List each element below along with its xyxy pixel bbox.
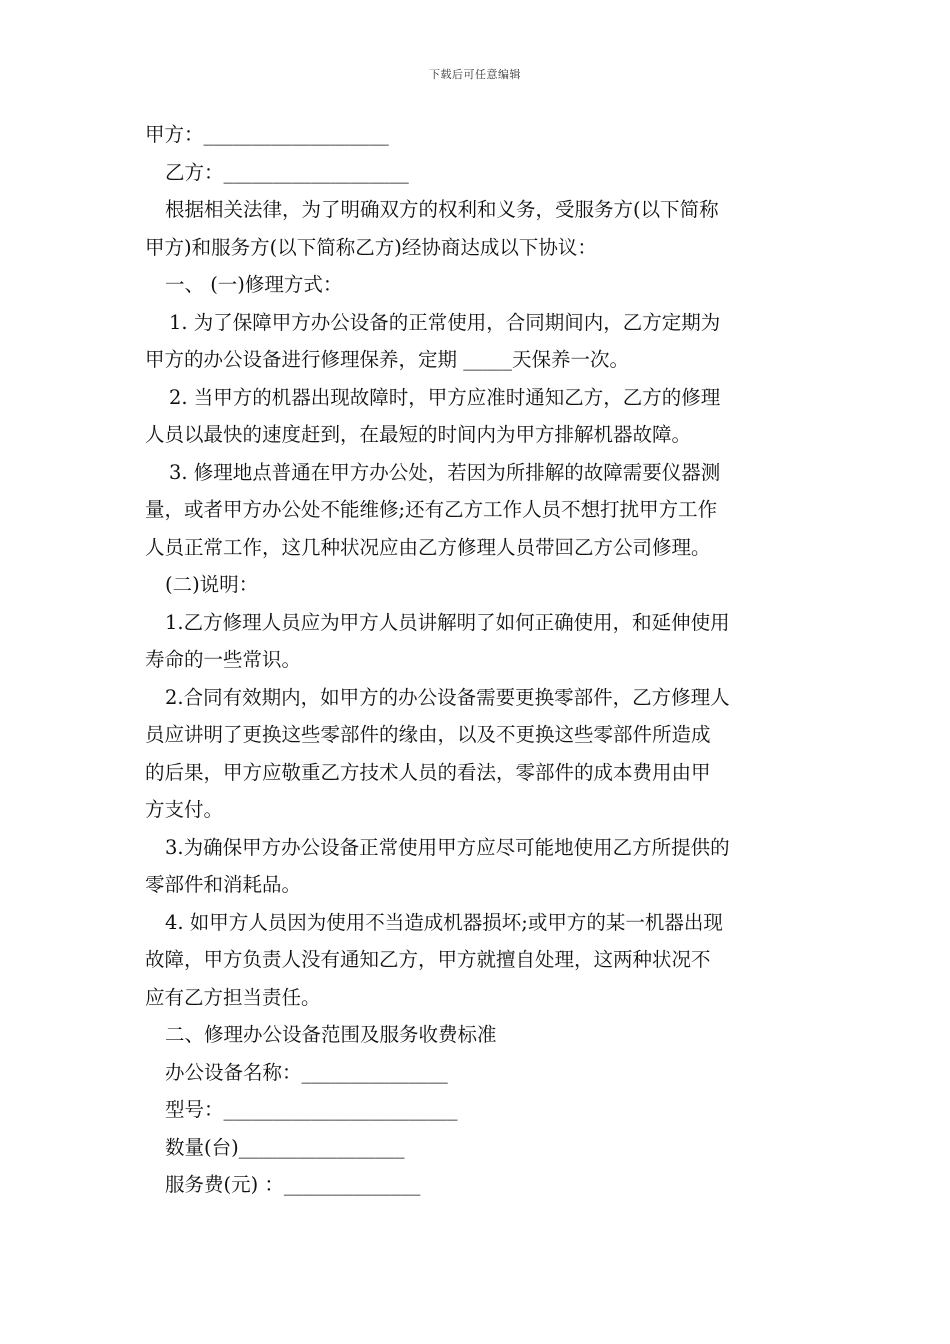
text-line: 人员以最快的速度赶到，在最短的时间内为甲方排解机器故障。 [145, 423, 692, 446]
text-line: 人员正常工作，这几种状况应由乙方修理人员带回乙方公司修理。 [145, 535, 711, 559]
text-line: 3. 修理地点普通在甲方办公处，若因为所排解的故障需要仪器测 [169, 460, 721, 484]
text-line: 的后果，甲方应敬重乙方技术人员的看法，零部件的成本费用由甲 [145, 760, 711, 784]
text-line: 3.为确保甲方办公设备正常使用甲方应尽可能地使用乙方所提供的 [165, 835, 730, 859]
text-line: 甲方的办公设备进行修理保养，定期 _____天保养一次。 [145, 348, 629, 371]
text-line: 2. 当甲方的机器出现故障时，甲方应准时通知乙方，乙方的修理 [169, 385, 721, 409]
text-line: 办公设备名称：_______________ [165, 1060, 448, 1084]
text-line: 应有乙方担当责任。 [145, 985, 321, 1009]
text-line: 二、修理办公设备范围及服务收费标准 [165, 1023, 497, 1046]
text-line: (二)说明： [165, 573, 259, 596]
text-line: 寿命的一些常识。 [145, 648, 302, 671]
text-line: 量，或者甲方办公处不能维修;还有乙方工作人员不想打扰甲方工作 [145, 498, 718, 521]
text-line: 员应讲明了更换这些零部件的缘由，以及不更换这些零部件所造成 [145, 723, 711, 746]
text-line: 4. 如甲方人员因为使用不当造成机器损坏;或甲方的某一机器出现 [165, 910, 723, 934]
text-line: 故障，甲方负责人没有通知乙方，甲方就擅自处理，这两种状况不 [145, 948, 711, 971]
text-line: 2.合同有效期内，如甲方的办公设备需要更换零部件，乙方修理人 [165, 685, 730, 709]
text-line: 乙方：___________________ [165, 160, 409, 184]
text-line: 型号：________________________ [165, 1098, 458, 1121]
text-line: 1. 为了保障甲方办公设备的正常使用，合同期间内，乙方定期为 [169, 310, 721, 334]
text-line: 根据相关法律，为了明确双方的权利和义务，受服务方(以下简称 [165, 198, 719, 221]
text-line: 服务费(元) ：______________ [165, 1173, 421, 1196]
text-line: 一、 (一)修理方式： [165, 273, 343, 296]
document-body [145, 116, 810, 1204]
text-line: 方支付。 [145, 798, 224, 821]
text-line: 甲方)和服务方(以下简称乙方)经协商达成以下协议： [145, 235, 597, 259]
text-line: 数量(台)_________________ [165, 1135, 405, 1159]
text-line: 1.乙方修理人员应为甲方人员讲解明了如何正确使用，和延伸使用 [165, 610, 730, 634]
text-line: 零部件和消耗品。 [145, 873, 302, 896]
page-header: 下载后可任意编辑 [429, 68, 521, 81]
text-line: 甲方：___________________ [145, 123, 389, 146]
